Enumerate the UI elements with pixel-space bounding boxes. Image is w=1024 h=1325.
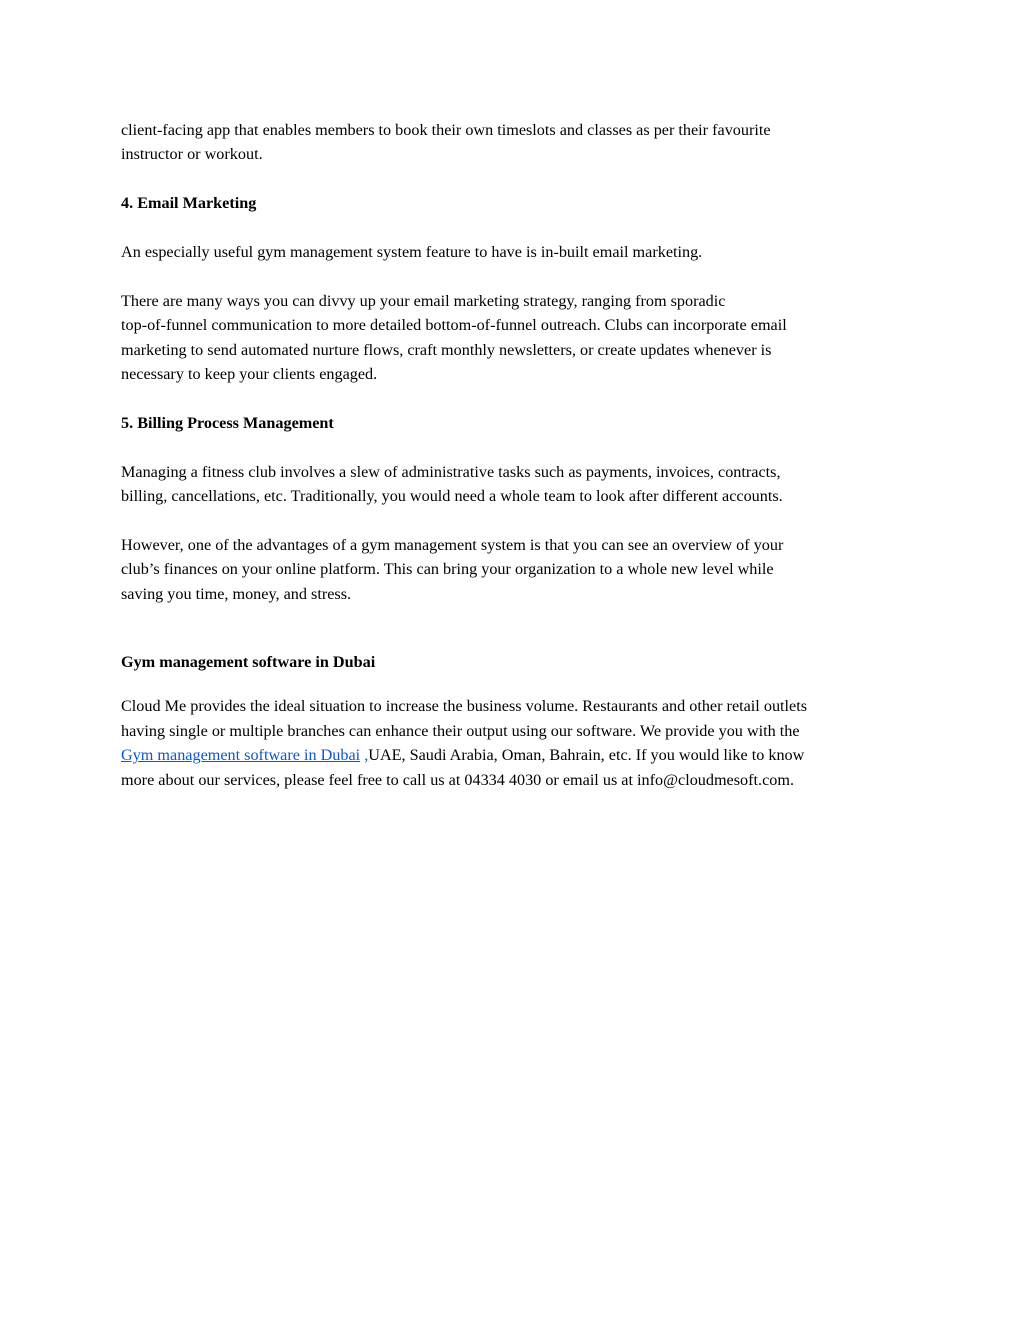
section-5-p2-line-1: However, one of the advantages of a gym management system is that you can see an overview of your — [121, 535, 784, 554]
section-5-p2-line-2: club’s finances on your online platform. This can bring your organization to a whole new level while — [121, 560, 774, 579]
section-5-heading: 5. Billing Process Management — [121, 413, 334, 432]
dubai-heading: Gym management software in Dubai — [121, 653, 376, 672]
section-4-p2-line-3: marketing to send automated nurture flows, craft monthly newsletters, or create updates whenever is — [121, 340, 772, 359]
section-5-paragraph-1 — [121, 460, 911, 509]
section-4-paragraph-1 — [121, 240, 911, 264]
section-4-p2-line-1: There are many ways you can divvy up your email marketing strategy, ranging from sporadic — [121, 291, 726, 310]
intro-paragraph — [121, 118, 911, 167]
dubai-line-1: Cloud Me provides the ideal situation to increase the business volume. Restaurants and other retail outlets — [121, 697, 808, 716]
dubai-line-4: more about our services, please feel free to call us at 04334 4030 or email us at info@cloudmesoft.com. — [121, 770, 794, 789]
section-4-p2-line-4: necessary to keep your clients engaged. — [121, 365, 378, 384]
section-4-p2-line-2: top-of-funnel communication to more detailed bottom-of-funnel outreach. Clubs can incorporate email — [121, 316, 787, 335]
document-body — [121, 118, 911, 792]
section-5-p1-line-1: Managing a fitness club involves a slew of administrative tasks such as payments, invoices, contracts, — [121, 462, 781, 481]
dubai-paragraph — [121, 694, 911, 792]
dubai-line-3-rest: UAE, Saudi Arabia, Oman, Bahrain, etc. If you would like to know — [368, 746, 805, 765]
intro-line-2: instructor or workout. — [121, 145, 263, 164]
link-comma[interactable]: , — [364, 746, 369, 765]
section-5-paragraph-2 — [121, 533, 911, 606]
section-4-paragraph-2 — [121, 289, 911, 387]
dubai-line-2: having single or multiple branches can enhance their output using our software. We provide you with the — [121, 721, 800, 740]
intro-line-1: client-facing app that enables members to book their own timeslots and classes as per their favourite — [121, 121, 771, 139]
section-4-p1-line: An especially useful gym management system feature to have is in-built email marketing. — [121, 243, 703, 261]
section-5-p1-line-2: billing, cancellations, etc. Traditionally, you would need a whole team to look after different accounts. — [121, 487, 783, 506]
section-4-heading: 4. Email Marketing — [121, 194, 257, 213]
gym-software-dubai-link[interactable]: Gym management software in Dubai — [121, 746, 361, 765]
dubai-line-3 — [121, 746, 804, 764]
section-5-p2-line-3: saving you time, money, and stress. — [121, 584, 352, 603]
